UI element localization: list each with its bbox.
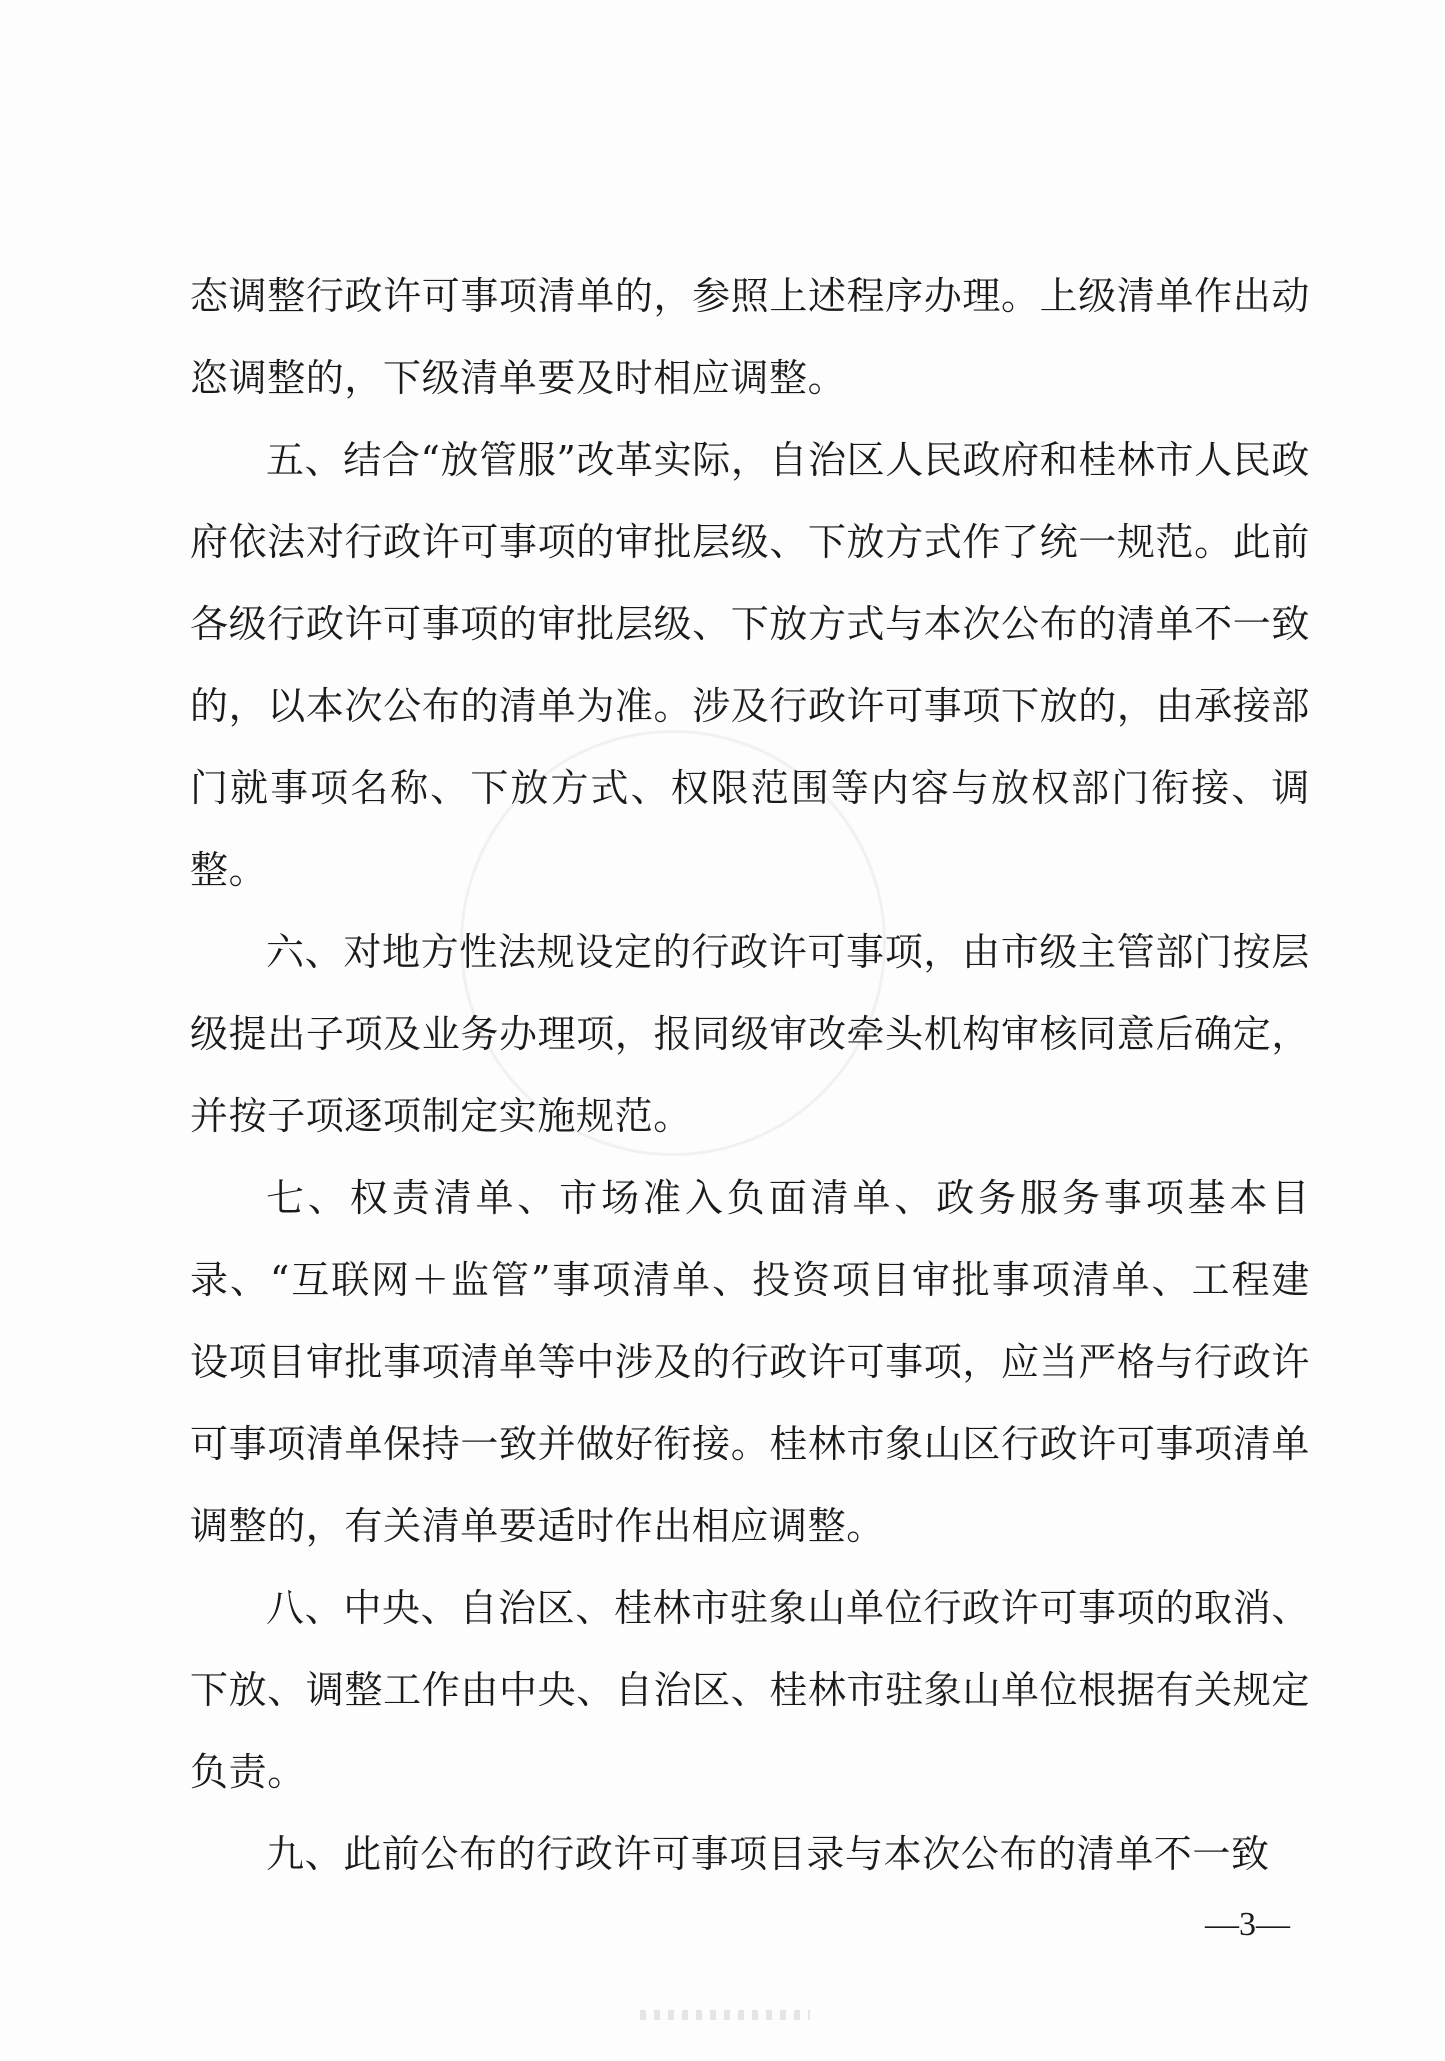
paragraph-item-five: 五、结合“放管服”改革实际，自治区人民政府和桂林市人民政府依法对行政许可事项的审批层级、下放方式作了统一规范。此前各级行政许可事项的审批层级、下放方式与本次公布的清单不一致的，以本次公布的清单为准。涉及行政许可事项下放的，由承接部门就事项名称、下放方式、权限范围等内容与放权部门衔接、调整。 [190,438,1310,892]
page-number: —3— [1205,1906,1290,1943]
document-body [190,255,1310,1895]
paragraph-item-six: 六、对地方性法规设定的行政许可事项，由市级主管部门按层级提出子项及业务办理项，报同级审改牵头机构审核同意后确定，并按子项逐项制定实施规范。 [190,930,1310,1138]
paragraph-continued: 态调整行政许可事项清单的，参照上述程序办理。上级清单作出动恣调整的，下级清单要及时相应调整。 [190,274,1310,400]
paragraph-item-nine: 九、此前公布的行政许可事项目录与本次公布的清单不一致 [266,1832,1270,1876]
scan-artifact [640,2010,810,2020]
paragraph-item-eight: 八、中央、自治区、桂林市驻象山单位行政许可事项的取消、下放、调整工作由中央、自治区、桂林市驻象山单位根据有关规定负责。 [190,1586,1310,1794]
paragraph-item-seven: 七、权责清单、市场准入负面清单、政务服务事项基本目录、“互联网＋监管”事项清单、投资项目审批事项清单、工程建设项目审批事项清单等中涉及的行政许可事项，应当严格与行政许可事项清单保持一致并做好衔接。桂林市象山区行政许可事项清单调整的，有关清单要适时作出相应调整。 [190,1176,1310,1548]
